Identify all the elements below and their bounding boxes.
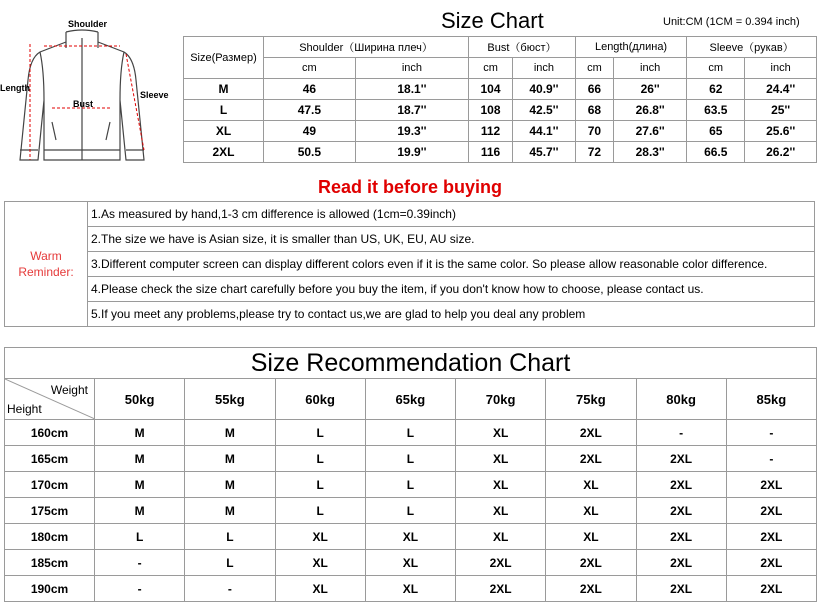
measurement-cell: 26.2'' (745, 142, 817, 163)
measurement-cell: 66 (575, 79, 613, 100)
warm-reminder-line1: Warm (30, 249, 62, 263)
reminder-item: 3.Different computer screen can display different colors even if it is the same color. So please allow reasonable color difference. (88, 252, 815, 277)
weight-height-corner (5, 379, 95, 420)
size-label: M (184, 79, 264, 100)
warm-reminder-label (5, 202, 88, 327)
recommended-size-cell: XL (456, 446, 546, 472)
recommended-size-cell: L (365, 446, 455, 472)
recommended-size-cell: - (95, 576, 185, 602)
reminder-row (5, 277, 815, 302)
weight-header: 65kg (365, 379, 455, 420)
recommended-size-cell: 2XL (546, 420, 636, 446)
size-row (184, 121, 817, 142)
recommendation-row (5, 446, 817, 472)
shoulder-label: Shoulder (68, 19, 108, 29)
recommended-size-cell: M (185, 446, 275, 472)
recommendation-row (5, 472, 817, 498)
size-chart-group-header (184, 37, 817, 58)
recommended-size-cell: M (185, 472, 275, 498)
size-row (184, 142, 817, 163)
measurement-cell: 66.5 (687, 142, 745, 163)
measurement-cell: 26'' (614, 79, 687, 100)
recommended-size-cell: - (726, 420, 816, 446)
measurement-cell: 40.9'' (512, 79, 575, 100)
recommended-size-cell: XL (365, 550, 455, 576)
recommended-size-cell: L (275, 420, 365, 446)
height-label: 175cm (5, 498, 95, 524)
size-chart-unit-header (184, 58, 817, 79)
recommended-size-cell: XL (365, 524, 455, 550)
recommended-size-cell: 2XL (636, 524, 726, 550)
recommended-size-cell: 2XL (456, 576, 546, 602)
reminder-row (5, 227, 815, 252)
recommended-size-cell: L (365, 420, 455, 446)
group-header-sleeve: Sleeve（рукав） (687, 37, 817, 58)
size-chart-body (184, 79, 817, 163)
recommended-size-cell: XL (275, 576, 365, 602)
recommended-size-cell: L (365, 498, 455, 524)
weight-header: 60kg (275, 379, 365, 420)
reminder-item: 2.The size we have is Asian size, it is smaller than US, UK, EU, AU size. (88, 227, 815, 252)
height-label: 190cm (5, 576, 95, 602)
unit-header: cm (687, 58, 745, 79)
size-row (184, 100, 817, 121)
measurement-cell: 50.5 (264, 142, 356, 163)
recommended-size-cell: 2XL (636, 446, 726, 472)
measurement-cell: 62 (687, 79, 745, 100)
weight-header: 80kg (636, 379, 726, 420)
measurement-cell: 24.4'' (745, 79, 817, 100)
measurement-cell: 112 (469, 121, 513, 142)
recommended-size-cell: 2XL (726, 498, 816, 524)
height-label: 185cm (5, 550, 95, 576)
sleeve-label: Sleeve (140, 90, 169, 100)
recommended-size-cell: XL (365, 576, 455, 602)
reminder-item: 1.As measured by hand,1-3 cm difference is allowed (1cm=0.39inch) (88, 202, 815, 227)
recommended-size-cell: XL (456, 524, 546, 550)
height-label: 160cm (5, 420, 95, 446)
recommended-size-cell: 2XL (546, 576, 636, 602)
reminder-row (5, 202, 815, 227)
unit-header: inch (614, 58, 687, 79)
size-column-header: Size(Размер) (184, 37, 264, 79)
recommended-size-cell: - (95, 550, 185, 576)
size-chart-table (183, 36, 817, 163)
measurement-cell: 63.5 (687, 100, 745, 121)
measurement-cell: 68 (575, 100, 613, 121)
measurement-cell: 65 (687, 121, 745, 142)
size-label: L (184, 100, 264, 121)
recommended-size-cell: M (95, 472, 185, 498)
measurement-cell: 116 (469, 142, 513, 163)
weight-header: 70kg (456, 379, 546, 420)
measurement-cell: 19.3'' (355, 121, 468, 142)
recommended-size-cell: L (95, 524, 185, 550)
measurement-cell: 28.3'' (614, 142, 687, 163)
recommended-size-cell: L (275, 498, 365, 524)
recommendation-title: Size Recommendation Chart (5, 348, 817, 379)
recommended-size-cell: M (95, 498, 185, 524)
recommended-size-cell: L (185, 524, 275, 550)
measurement-cell: 18.1'' (355, 79, 468, 100)
measurement-cell: 72 (575, 142, 613, 163)
weight-header-row (5, 379, 817, 420)
size-label: 2XL (184, 142, 264, 163)
recommended-size-cell: M (95, 446, 185, 472)
size-row (184, 79, 817, 100)
weight-header: 75kg (546, 379, 636, 420)
measurement-cell: 18.7'' (355, 100, 468, 121)
length-label: Length (0, 83, 30, 93)
recommendation-row (5, 576, 817, 602)
reminder-item: 4.Please check the size chart carefully before you buy the item, if you don't know how to choose, please contact us. (88, 277, 815, 302)
recommended-size-cell: XL (275, 524, 365, 550)
recommended-size-cell: 2XL (546, 446, 636, 472)
measurement-cell: 19.9'' (355, 142, 468, 163)
warm-reminder-table (4, 201, 815, 327)
reminder-row (5, 252, 815, 277)
unit-header: cm (264, 58, 356, 79)
reminder-item: 5.If you meet any problems,please try to contact us,we are glad to help you deal any problem (88, 302, 815, 327)
unit-header: cm (575, 58, 613, 79)
measurement-cell: 25'' (745, 100, 817, 121)
read-before-buying-title: Read it before buying (317, 177, 503, 197)
size-chart-title: Size Chart (441, 8, 544, 33)
recommended-size-cell: 2XL (636, 550, 726, 576)
recommended-size-cell: XL (546, 498, 636, 524)
recommended-size-cell: - (185, 576, 275, 602)
recommended-size-cell: L (275, 472, 365, 498)
recommended-size-cell: XL (456, 420, 546, 446)
group-header-length: Length(длина) (575, 37, 686, 58)
corner-height-label: Height (7, 402, 42, 416)
warm-reminder-line2: Reminder: (18, 265, 74, 279)
measurement-cell: 27.6'' (614, 121, 687, 142)
recommended-size-cell: XL (546, 524, 636, 550)
height-label: 170cm (5, 472, 95, 498)
recommended-size-cell: 2XL (726, 550, 816, 576)
recommendation-body (5, 420, 817, 602)
measurement-cell: 108 (469, 100, 513, 121)
corner-weight-label: Weight (50, 383, 88, 397)
recommended-size-cell: L (185, 550, 275, 576)
recommended-size-cell: M (185, 420, 275, 446)
weight-header: 50kg (95, 379, 185, 420)
measurement-cell: 26.8'' (614, 100, 687, 121)
recommended-size-cell: 2XL (456, 550, 546, 576)
reminder-row (5, 302, 815, 327)
recommended-size-cell: 2XL (546, 550, 636, 576)
recommended-size-cell: XL (456, 498, 546, 524)
unit-header: inch (745, 58, 817, 79)
unit-header: inch (355, 58, 468, 79)
size-label: XL (184, 121, 264, 142)
recommended-size-cell: 2XL (636, 498, 726, 524)
measurement-cell: 25.6'' (745, 121, 817, 142)
measurement-cell: 42.5'' (512, 100, 575, 121)
recommendation-row (5, 524, 817, 550)
recommended-size-cell: 2XL (636, 576, 726, 602)
recommended-size-cell: XL (456, 472, 546, 498)
measurement-cell: 104 (469, 79, 513, 100)
recommended-size-cell: L (275, 446, 365, 472)
measurement-cell: 47.5 (264, 100, 356, 121)
recommended-size-cell: L (365, 472, 455, 498)
measurement-cell: 44.1'' (512, 121, 575, 142)
measurement-cell: 46 (264, 79, 356, 100)
recommended-size-cell: - (726, 446, 816, 472)
recommended-size-cell: XL (275, 550, 365, 576)
recommended-size-cell: 2XL (726, 576, 816, 602)
unit-header: inch (512, 58, 575, 79)
weight-header: 85kg (726, 379, 816, 420)
recommendation-row (5, 498, 817, 524)
recommended-size-cell: 2XL (726, 524, 816, 550)
recommendation-title-row (5, 348, 817, 379)
group-header-bust: Bust（бюст） (469, 37, 576, 58)
bust-label: Bust (73, 99, 93, 109)
group-header-shoulder: Shoulder（Ширина плеч） (264, 37, 469, 58)
recommendation-row (5, 420, 817, 446)
height-label: 165cm (5, 446, 95, 472)
recommendation-row (5, 550, 817, 576)
measurement-cell: 45.7'' (512, 142, 575, 163)
height-label: 180cm (5, 524, 95, 550)
recommended-size-cell: M (95, 420, 185, 446)
recommended-size-cell: XL (546, 472, 636, 498)
recommended-size-cell: - (636, 420, 726, 446)
measurement-cell: 70 (575, 121, 613, 142)
weight-header: 55kg (185, 379, 275, 420)
unit-header: cm (469, 58, 513, 79)
size-recommendation-table (4, 347, 817, 602)
recommended-size-cell: M (185, 498, 275, 524)
recommended-size-cell: 2XL (636, 472, 726, 498)
recommended-size-cell: 2XL (726, 472, 816, 498)
measurement-cell: 49 (264, 121, 356, 142)
unit-note: Unit:CM (1CM = 0.394 inch) (663, 16, 800, 28)
jacket-measurement-diagram (0, 10, 182, 178)
